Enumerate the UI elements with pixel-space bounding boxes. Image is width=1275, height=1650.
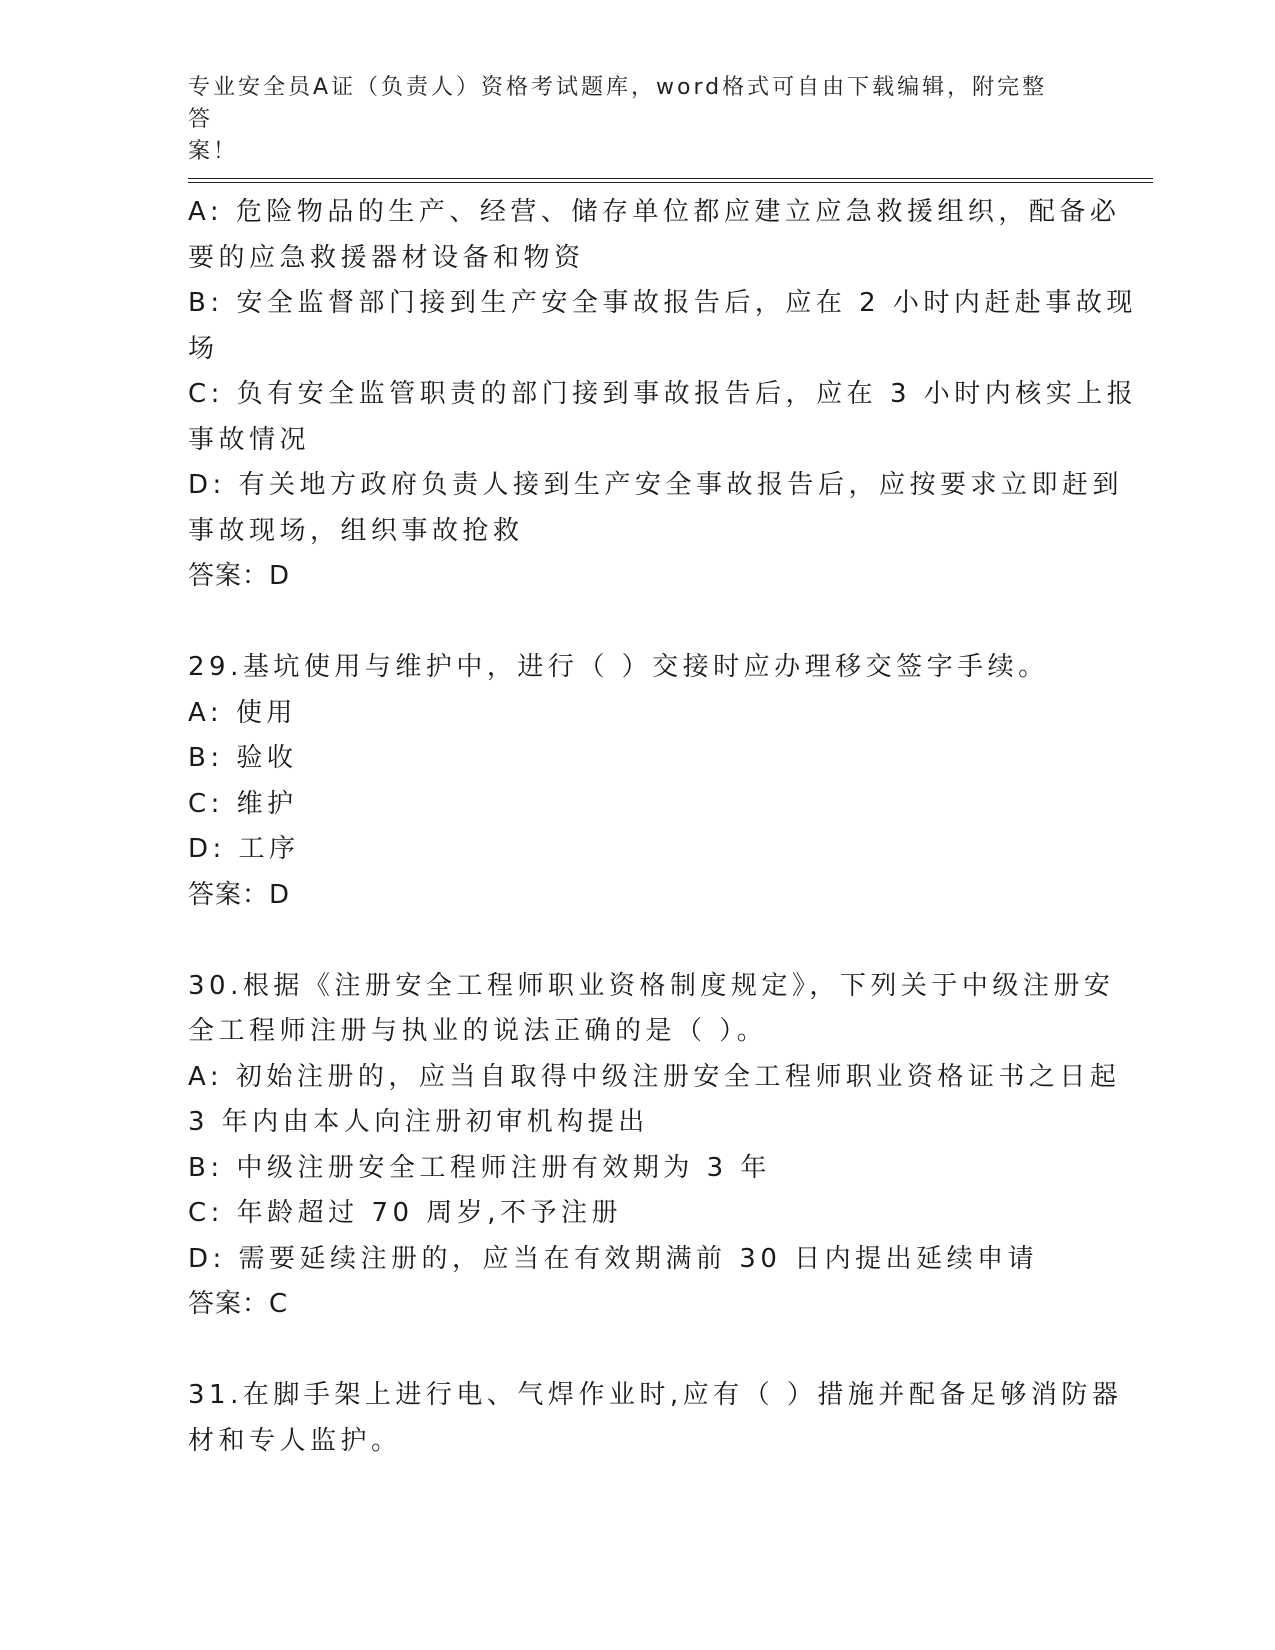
spacer bbox=[188, 1328, 1078, 1374]
question-list bbox=[188, 190, 1138, 1464]
option-c: C: 维护 bbox=[188, 788, 298, 819]
question-stem-line-1: 30.根据《注册安全工程师职业资格制度规定》，下列关于中级注册安 bbox=[188, 970, 1115, 1001]
question-29 bbox=[188, 645, 1078, 918]
question-31 bbox=[188, 1373, 1123, 1464]
document-header bbox=[188, 72, 1068, 168]
option-a-line-1: A: 初始注册的，应当自取得中级注册安全工程师职业资格证书之日起 bbox=[188, 1061, 1121, 1092]
spacer bbox=[188, 600, 1078, 646]
option-b-line-1: B: 安全监督部门接到生产安全事故报告后，应在 2 小时内赶赴事故现 bbox=[188, 288, 1137, 318]
option-b: B: 验收 bbox=[188, 743, 298, 773]
option-c-line-1: C: 负有安全监管职责的部门接到事故报告后，应在 3 小时内核实上报 bbox=[188, 379, 1138, 409]
question-28-continued bbox=[188, 190, 1138, 600]
option-a-line-2: 3 年内由本人向注册初审机构提出 bbox=[188, 1107, 649, 1137]
option-d: D: 需要延续注册的，应当在有效期满前 30 日内提出延续申请 bbox=[188, 1243, 1039, 1274]
option-d-line-2: 事故现场，组织事故抢救 bbox=[188, 515, 524, 546]
option-a-line-1: A: 危险物品的生产、经营、储存单位都应建立应急救援组织，配备必 bbox=[188, 197, 1121, 227]
option-d-line-1: D: 有关地方政府负责人接到生产安全事故报告后，应按要求立即赶到 bbox=[188, 470, 1124, 500]
spacer bbox=[188, 918, 1078, 964]
header-line-2: 案！ bbox=[188, 139, 239, 164]
option-a-line-2: 要的应急救援器材设备和物资 bbox=[188, 242, 585, 273]
answer-text: 答案：D bbox=[188, 879, 291, 910]
question-30 bbox=[188, 964, 1121, 1328]
question-stem-line-2: 全工程师注册与执业的说法正确的是（ ）。 bbox=[188, 1016, 768, 1046]
option-c-line-2: 事故情况 bbox=[188, 424, 311, 455]
option-b-line-2: 场 bbox=[188, 333, 219, 364]
header-line-1: 专业安全员A证（负责人）资格考试题库，word格式可自由下载编辑，附完整答 bbox=[188, 75, 1048, 132]
question-stem: 29.基坑使用与维护中，进行（ ）交接时应办理移交签字手续。 bbox=[188, 652, 1049, 682]
question-stem-line-1: 31.在脚手架上进行电、气焊作业时,应有（ ）措施并配备足够消防器 bbox=[188, 1380, 1123, 1410]
option-d: D: 工序 bbox=[188, 834, 300, 864]
option-c: C: 年龄超过 70 周岁,不予注册 bbox=[188, 1198, 623, 1228]
header-divider bbox=[188, 178, 1153, 183]
option-a: A: 使用 bbox=[188, 697, 297, 728]
option-b: B: 中级注册安全工程师注册有效期为 3 年 bbox=[188, 1152, 771, 1183]
answer-text: 答案：C bbox=[188, 1289, 289, 1319]
question-stem-line-2: 材和专人监护。 bbox=[188, 1425, 402, 1456]
answer-text: 答案：D bbox=[188, 561, 291, 591]
